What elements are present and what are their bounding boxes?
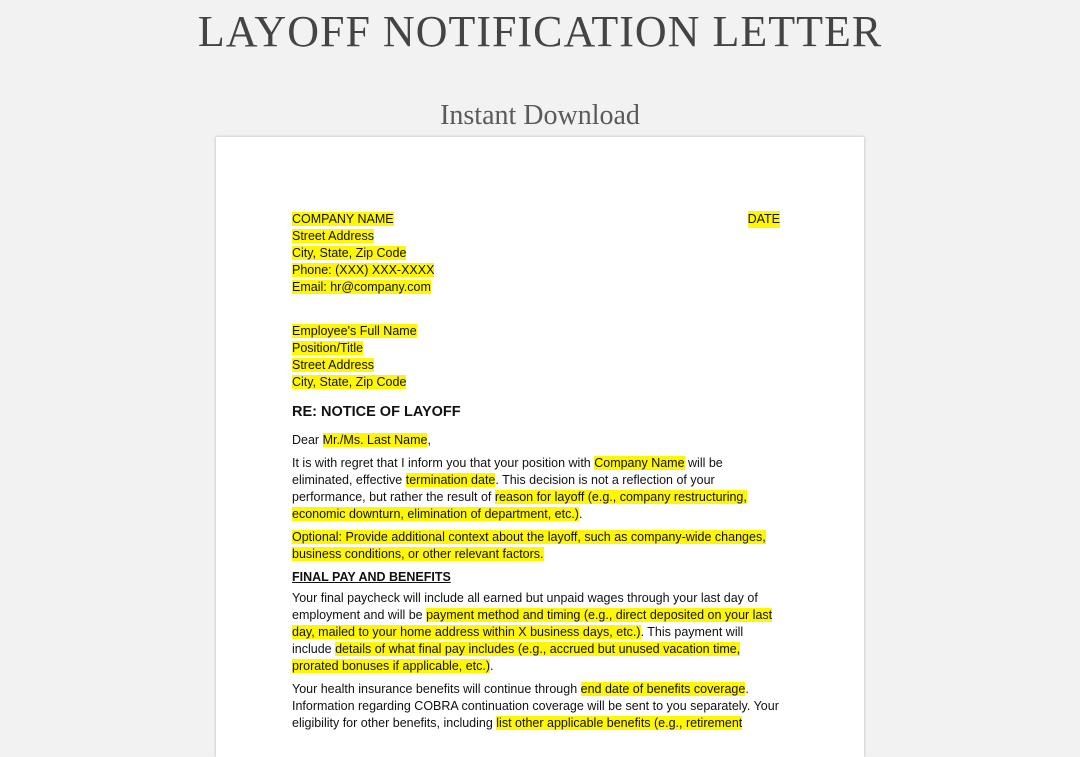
recipient-street: Street Address xyxy=(292,358,374,372)
letter-body xyxy=(292,211,784,738)
sender-city: City, State, Zip Code xyxy=(292,246,407,260)
recipient-name: Employee's Full Name xyxy=(292,324,417,338)
sender-company: COMPANY NAME xyxy=(292,212,394,226)
sender-email: Email: hr@company.com xyxy=(292,280,431,294)
letter-date: DATE xyxy=(747,212,780,226)
subject-line: RE: NOTICE OF LAYOFF xyxy=(292,404,461,420)
recipient-city: City, State, Zip Code xyxy=(292,375,407,389)
document-page xyxy=(216,137,864,757)
recipient-position: Position/Title xyxy=(292,341,364,355)
sender-block xyxy=(292,211,784,296)
section-heading: FINAL PAY AND BENEFITS xyxy=(292,570,451,584)
salutation: Dear Mr./Ms. Last Name, xyxy=(292,433,431,447)
page-title: LAYOFF NOTIFICATION LETTER xyxy=(197,7,883,56)
page-subtitle: Instant Download xyxy=(440,100,640,131)
paragraph-optional: Optional: Provide additional context about the layoff, such as company-wide changes, business conditions, or other relevant factors. xyxy=(292,530,766,561)
paragraph-intro: It is with regret that I inform you that your position with Company Name will be eliminated, effective termination date. This decision is not a reflection of your performance, but rather the result of reason for layoff (e.g., company restructuring, economic downturn, elimination of department, etc.). xyxy=(292,456,747,521)
paragraph-final-pay: Your final paycheck will include all earned but unpaid wages through your last day of employment and will be payment method and timing (e.g., direct deposited on your last day, mailed to your home address within X business days, etc.). This payment will include details of what final pay includes (e.g., accrued but unused vacation time, prorated bonuses if applicable, etc.). xyxy=(292,591,773,673)
sender-street: Street Address xyxy=(292,229,374,243)
sender-phone: Phone: (XXX) XXX-XXXX xyxy=(292,263,435,277)
salutation-name: Mr./Ms. Last Name xyxy=(322,433,428,447)
recipient-block xyxy=(292,323,784,391)
paragraph-benefits: Your health insurance benefits will continue through end date of benefits coverage. Information regarding COBRA continuation coverage will be sent to you separately. Your eligibility for other benefits, including list other applicable benefits (e.g., retirement xyxy=(292,682,779,730)
